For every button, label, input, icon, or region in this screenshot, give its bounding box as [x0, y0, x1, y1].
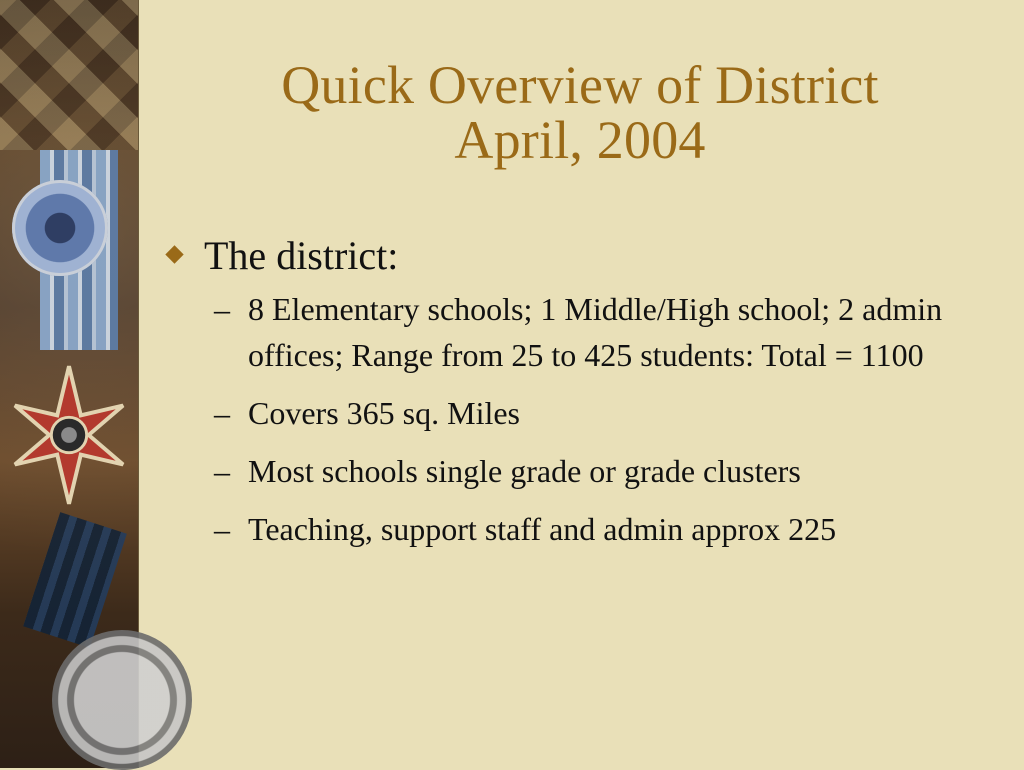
sub-bullet-text: Covers 365 sq. Miles [248, 395, 520, 431]
sub-bullet-area [168, 390, 1008, 436]
sub-bullet-staff [168, 506, 1008, 552]
tile-pattern [0, 0, 138, 150]
bullet-text: The district: [204, 233, 399, 278]
title-line-1: Quick Overview of District [281, 55, 879, 115]
slide-title [160, 55, 1000, 171]
sub-bullet-list [168, 286, 1008, 552]
sub-bullet-schools [168, 286, 1008, 378]
compass-icon [52, 630, 192, 770]
title-line-2: April, 2004 [454, 110, 706, 171]
slide-content [168, 232, 1008, 564]
decorative-side-image [0, 0, 139, 768]
dash-bullet-icon: – [214, 453, 230, 489]
dash-bullet-icon: – [214, 395, 230, 431]
sub-bullet-text: Teaching, support staff and admin approx 225 [248, 511, 837, 547]
cross-medal-icon [10, 360, 128, 510]
dash-bullet-icon: – [214, 291, 230, 327]
dark-ribbon-icon [23, 512, 127, 648]
sub-bullet-grades [168, 448, 1008, 494]
rosette-icon [12, 180, 108, 276]
diamond-bullet-icon [165, 245, 183, 263]
dash-bullet-icon: – [214, 511, 230, 547]
sub-bullet-text: 8 Elementary schools; 1 Middle/High school; 2 admin offices; Range from 25 to 425 students: Total = 1100 [248, 291, 943, 373]
sub-bullet-text: Most schools single grade or grade clusters [248, 453, 801, 489]
bullet-the-district [168, 232, 1008, 280]
